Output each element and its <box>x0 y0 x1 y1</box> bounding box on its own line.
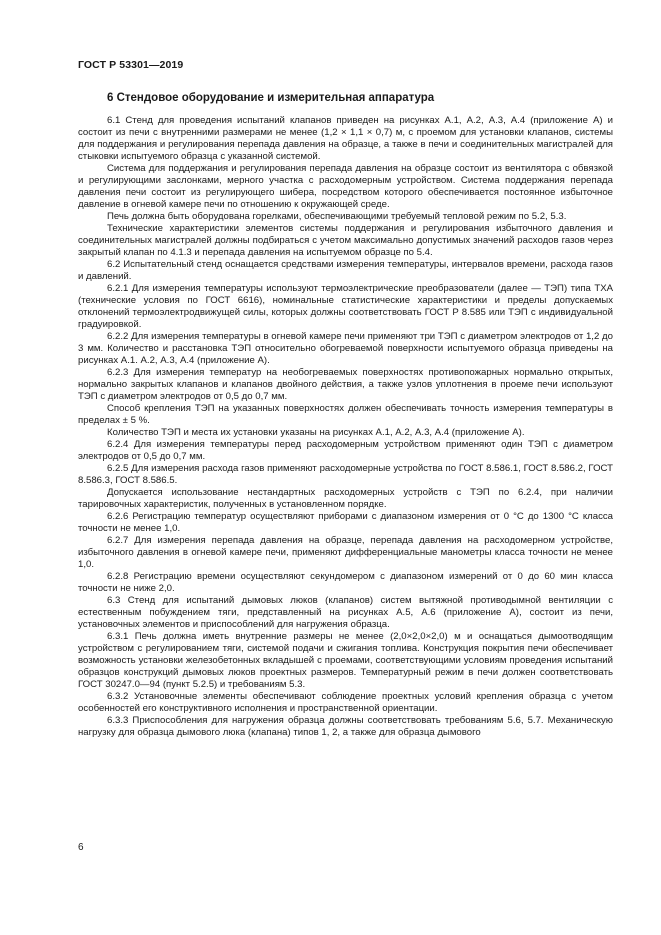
paragraph: Способ крепления ТЭП на указанных поверхностях должен обеспечивать точность измерения температуры в пределах ± 5 %. <box>78 403 613 426</box>
paragraph: 6.2.3 Для измерения температур на необогреваемых поверхностях противопожарных нормально открытых, нормально закрытых клапанов и клапанов двойного действия, а также узлов уплотнения в проеме печи используют ТЭП с диаметром электродов от 0,5 до 0,7 мм. <box>78 367 613 402</box>
body-text <box>78 115 613 739</box>
paragraph: Количество ТЭП и места их установки указаны на рисунках А.1, А.2, А.3, А.4 (приложение А). <box>107 427 525 438</box>
paragraph: Система для поддержания и регулирования перепада давления на образце состоит из вентилятора с обвязкой и регулирующими заслонками, мерного участка с расходомерным устройством. Система поддержания перепада давления печи состоит из регулирующего шибера, посредством которого обеспечивается постоянное избыточное давление в огневой камере печи по отношению к окружающей среде. <box>78 163 613 210</box>
standard-number: ГОСТ Р 53301—2019 <box>78 59 184 71</box>
paragraph: 6.2.5 Для измерения расхода газов применяют расходомерные устройства по ГОСТ 8.586.1, ГОСТ 8.586.2, ГОСТ 8.586.3, ГОСТ 8.586.5. <box>78 463 613 486</box>
paragraph: 6.3.3 Приспособления для нагружения образца должны соответствовать требованиям 5.6, 5.7. Механическую нагрузку для образца дымового люка (клапана) типов 1, 2, а также для образца дымового <box>78 715 613 738</box>
paragraph: 6.2.7 Для измерения перепада давления на образце, перепада давления на расходомерном устройстве, избыточного давления в огневой камере печи, применяют дифференциальные манометры класса точности не менее 1,0. <box>78 535 613 570</box>
paragraph: 6.2.2 Для измерения температуры в огневой камере печи применяют три ТЭП с диаметром электродов от 1,2 до 3 мм. Количество и расстановка ТЭП относительно обогреваемой поверхности испытуемого образца приведены на рисунках А.1. А.2, А.3, А.4 (приложение А). <box>78 331 613 366</box>
paragraph: 6.2.6 Регистрацию температур осуществляют приборами с диапазоном измерения от 0 °С до 1300 °С класса точности не менее 1,0. <box>78 511 613 534</box>
paragraph: 6.3.1 Печь должна иметь внутренние размеры не менее (2,0×2,0×2,0) м и оснащаться дымоотводящим устройством с регулированием тяги, системой подачи и сжигания топлива. Конструкция покрытия печи обеспечивает возможность установки железобетонных вкладышей с проемами, соответствующими условиям проведения испытаний образцов конструкций дымовых люков проектных размеров. Температурный режим в печи должен соответствовать ГОСТ 30247.0—94 (пункт 5.2.5) и требованиям 5.3. <box>78 631 613 690</box>
paragraph: Допускается использование нестандартных расходомерных устройств с ТЭП по 6.2.4, при наличии тарировочных характеристик, полученных в установленном порядке. <box>78 487 613 510</box>
paragraph: 6.2.8 Регистрацию времени осуществляют секундомером с диапазоном измерений от 0 до 60 мин класса точности не ниже 2,0. <box>78 571 613 594</box>
paragraph: 6.3 Стенд для испытаний дымовых люков (клапанов) систем вытяжной противодымной вентиляции с естественным побуждением тяги, представленный на рисунках А.5, А.6 (приложение А), состоит из печи, установочных элементов и приспособлений для нагружения образца. <box>78 595 613 630</box>
page-number: 6 <box>78 842 84 853</box>
paragraph: Печь должна быть оборудована горелками, обеспечивающими требуемый тепловой режим по 5.2, 5.3. <box>107 211 567 222</box>
paragraph: Технические характеристики элементов системы поддержания и регулирования избыточного давления и соединительных магистралей должны подбираться с учетом максимально допустимых значений расходов газов через закрытый клапан по 4.1.3 и перепада давления на испытуемом образце по 5.4. <box>78 223 613 258</box>
paragraph: 6.2.4 Для измерения температуры перед расходомерным устройством применяют один ТЭП с диаметром электродов от 0,5 до 0,7 мм. <box>78 439 613 462</box>
paragraph: 6.2.1 Для измерения температуры используют термоэлектрические преобразователи (далее — ТЭП) типа ТХА (технические условия по ГОСТ 6616), номинальные статистические характеристики и пределы допускаемых отклонений термоэлектродвижущей силы, которых должны соответствовать ГОСТ Р 8.585 или ТЭП с индивидуальной градуировкой. <box>78 283 613 330</box>
paragraph: 6.2 Испытательный стенд оснащается средствами измерения температуры, интервалов времени, расхода газов и давлений. <box>78 259 613 282</box>
section-title: 6 Стендовое оборудование и измерительная аппаратура <box>107 92 435 104</box>
paragraph: 6.1 Стенд для проведения испытаний клапанов приведен на рисунках А.1, А.2, А.3, А.4 (приложение А) и состоит из печи с внутренними размерами не менее (1,2 × 1,1 × 0,7) м, с проемом для установки клапанов, системы для поддержания и регулирования перепада давления на образце, а также в печи и соединительных магистралей для стыковки испытуемого образца с указанной системой. <box>78 115 613 162</box>
paragraph: 6.3.2 Установочные элементы обеспечивают соблюдение проектных условий крепления образца с учетом особенностей его конструктивного исполнения и пространственной ориентации. <box>78 691 613 714</box>
